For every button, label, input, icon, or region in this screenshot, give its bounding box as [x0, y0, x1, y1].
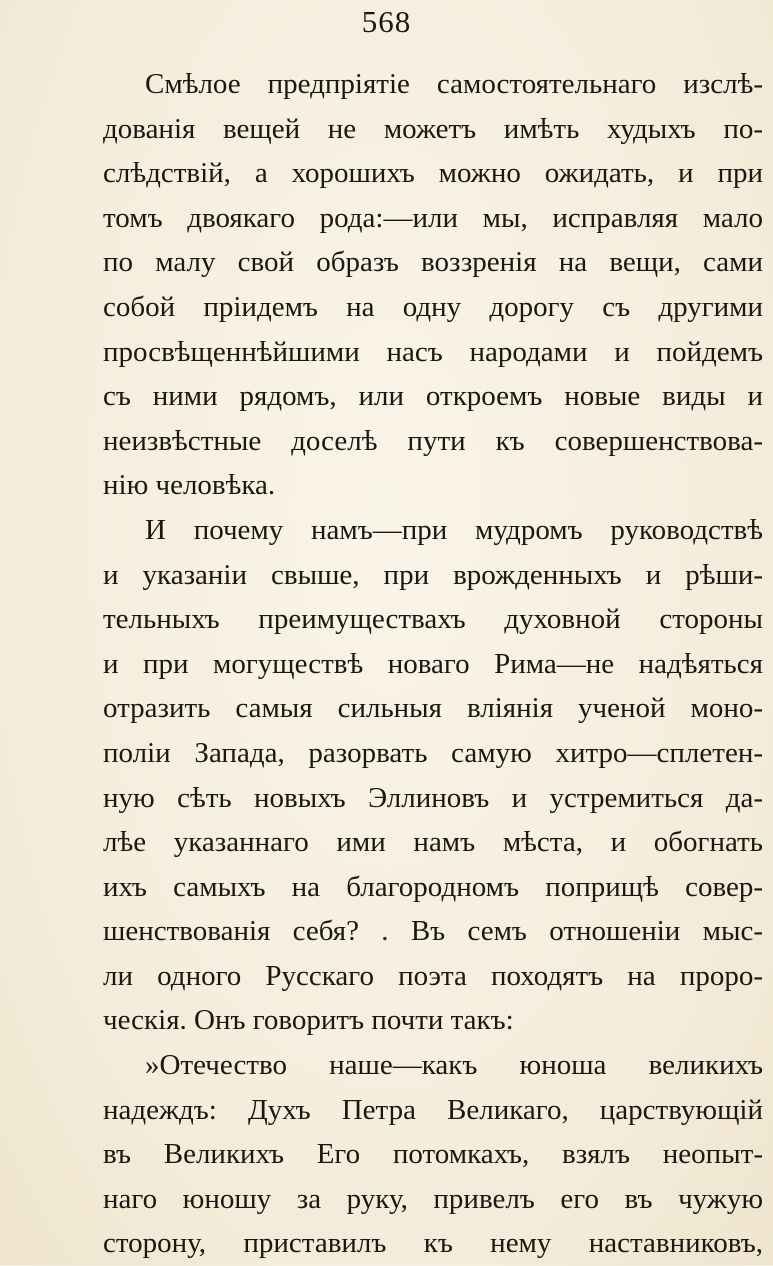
text-line: ческія. Онъ говоритъ почти такъ:: [103, 1004, 514, 1037]
text-line: неизвѣстные доселѣ пути къ совершенствова-: [103, 424, 763, 457]
text-line: ли одного Русскаго поэта походятъ на проро-: [103, 959, 763, 992]
text-line: надеждъ: Духъ Петра Великаго, царствующій: [103, 1093, 763, 1126]
text-line: собой пріидемъ на одну дорогу съ другими: [103, 290, 763, 323]
text-line: слѣдствій, а хорошихъ можно ожидать, и при: [103, 157, 763, 190]
text-line: отразить самыя сильныя вліянія ученой моно-: [103, 692, 763, 725]
text-line: »Отечество наше—какъ юноша великихъ: [145, 1049, 763, 1082]
text-line: томъ двоякаго рода:—или мы, исправляя мало: [103, 201, 763, 234]
text-line: поліи Запада, разорвать самую хитро—сплетен-: [103, 736, 763, 769]
text-line: сторону, приставилъ къ нему наставниковъ,: [103, 1227, 763, 1260]
text-line: тельныхъ преимуществахъ духовной стороны: [103, 603, 763, 636]
body-text: [103, 62, 763, 1266]
text-line: и указаніи свыше, при врожденныхъ и рѣши-: [103, 558, 763, 591]
text-line: просвѣщеннѣйшими насъ народами и пойдемъ: [103, 335, 763, 368]
text-line: ную сѣть новыхъ Эллиновъ и устремиться да-: [103, 781, 763, 814]
text-line: лѣе указаннаго ими намъ мѣста, и обогнать: [103, 826, 763, 859]
text-line: шенствованія себя? . Въ семъ отношеніи мыс-: [103, 915, 763, 948]
text-line: И почему намъ—при мудромъ руководствѣ: [145, 513, 763, 546]
text-line: въ Великихъ Его потомкахъ, взялъ неопыт-: [103, 1138, 763, 1171]
text-line: дованія вещей не можетъ имѣть худыхъ по-: [103, 112, 763, 145]
text-line: и при могуществѣ новаго Рима—не надѣяться: [103, 647, 763, 680]
text-line: нію человѣка.: [103, 469, 276, 502]
text-line: съ ними рядомъ, или откроемъ новые виды и: [103, 380, 763, 413]
text-line: Смѣлое предпріятіе самостоятельнаго изслѣ-: [145, 68, 763, 100]
page-number: 568: [361, 4, 412, 39]
text-line: ихъ самыхъ на благородномъ поприщѣ совер-: [103, 870, 763, 903]
text-line: по малу свой образъ воззренія на вещи, сами: [103, 246, 763, 279]
text-line: наго юношу за руку, привелъ его въ чужую: [103, 1182, 763, 1215]
